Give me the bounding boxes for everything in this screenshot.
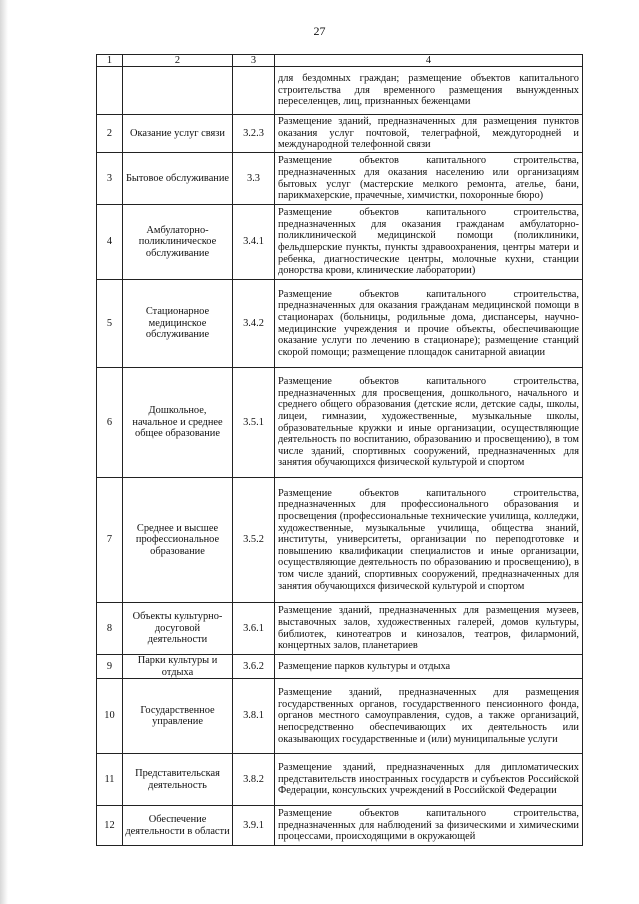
use-type-description: Размещение объектов капитального строительства, предназначенных для просвещения, дошкольного, начального и среднего общего образования (детские ясли, детские сады, школы, лицеи, гимназии, художественные, музыкальные школы, образовательные кружки и иные организации, осуществляющие деятельность по воспитанию, образованию и просвещению), в том числе зданий, спортивных сооружений, предназначенных для занятия обучающихся физической культурой и спортом (275, 368, 583, 478)
use-type-code: 3.5.2 (233, 478, 275, 603)
table-row (97, 115, 583, 153)
use-type-code: 3.5.1 (233, 368, 275, 478)
table-row (97, 679, 583, 754)
use-type-code: 3.9.1 (233, 806, 275, 846)
page-number: 27 (313, 24, 326, 38)
row-number: 9 (97, 655, 123, 679)
table-row (97, 806, 583, 846)
use-type-code: 3.6.1 (233, 603, 275, 655)
use-type-description: Размещение зданий, предназначенных для размещения государственных органов, государственного пенсионного фонда, органов местного самоуправления, судов, а также организаций, непосредственно обеспечивающих их деятельность или оказывающих государственные и (или) муниципальные услуги (275, 679, 583, 754)
table-row (97, 280, 583, 368)
table-row (97, 603, 583, 655)
use-type-name: Обеспечение деятельности в области (123, 806, 233, 846)
use-type-name: Среднее и высшее профессиональное образование (123, 478, 233, 603)
use-type-name (123, 67, 233, 115)
use-type-name: Амбулаторно-поликлиническое обслуживание (123, 205, 233, 280)
use-type-code: 3.4.2 (233, 280, 275, 368)
row-number: 12 (97, 806, 123, 846)
use-type-description: Размещение объектов капитального строительства, предназначенных для оказания гражданам амбулаторно-поликлинической медицинской помощи (поликлиники, фельдшерские пункты, пункты здравоохранения, центры матери и ребенка, диагностические центры, молочные кухни, станции донорства крови, клинические лаборатории) (275, 205, 583, 280)
table-row (97, 368, 583, 478)
row-number: 2 (97, 115, 123, 153)
row-number: 10 (97, 679, 123, 754)
use-type-name: Государственное управление (123, 679, 233, 754)
use-type-name: Бытовое обслуживание (123, 153, 233, 205)
use-type-code: 3.6.2 (233, 655, 275, 679)
header-col-3: 3 (233, 55, 275, 67)
use-type-name: Оказание услуг связи (123, 115, 233, 153)
use-type-code: 3.8.2 (233, 754, 275, 806)
use-type-name: Объекты культурно-досуговой деятельности (123, 603, 233, 655)
use-type-description: Размещение зданий, предназначенных для дипломатических представительств иностранных государств и субъектов Российской Федерации, консульских учреждений в Российской Федерации (275, 754, 583, 806)
use-type-code (233, 67, 275, 115)
use-type-name: Стационарное медицинское обслуживание (123, 280, 233, 368)
use-type-name: Дошкольное, начальное и среднее общее образование (123, 368, 233, 478)
use-type-code: 3.2.3 (233, 115, 275, 153)
use-type-name: Представительская деятельность (123, 754, 233, 806)
row-number: 5 (97, 280, 123, 368)
row-number: 8 (97, 603, 123, 655)
table-row (97, 754, 583, 806)
row-number: 4 (97, 205, 123, 280)
row-number: 7 (97, 478, 123, 603)
use-type-description: Размещение объектов капитального строительства, предназначенных для оказания гражданам медицинской помощи в стационарах (больницы, родильные дома, диспансеры, научно-медицинские учреждения и прочие объекты, обеспечивающие оказание услуги по лечению в стационаре); размещение станций скорой помощи; размещение площадок санитарной авиации (275, 280, 583, 368)
land-use-table (96, 54, 583, 846)
table-row (97, 153, 583, 205)
table-row (97, 67, 583, 115)
use-type-description: Размещение объектов капитального строительства, предназначенных для оказания населению или организациям бытовых услуг (мастерские мелкого ремонта, ателье, бани, парикмахерские, прачечные, химчистки, похоронные бюро) (275, 153, 583, 205)
row-number: 11 (97, 754, 123, 806)
use-type-description: Размещение зданий, предназначенных для размещения музеев, выставочных залов, художественных галерей, домов культуры, библиотек, кинотеатров и кинозалов, театров, филармоний, концертных залов, планетариев (275, 603, 583, 655)
row-number: 6 (97, 368, 123, 478)
scan-edge-shadow (0, 0, 8, 904)
header-col-2: 2 (123, 55, 233, 67)
row-number (97, 67, 123, 115)
header-col-4: 4 (275, 55, 583, 67)
use-type-code: 3.8.1 (233, 679, 275, 754)
use-type-description: Размещение зданий, предназначенных для размещения пунктов оказания услуг почтовой, телеграфной, междугородней и международной телефонной связи (275, 115, 583, 153)
table-row (97, 655, 583, 679)
use-type-description: Размещение объектов капитального строительства, предназначенных для профессионального образования и просвещения (профессиональные технические училища, колледжи, художественные, музыкальные училища, общества знаний, институты, университеты, организации по переподготовке и повышению квалификации специалистов и иные организации, осуществляющие деятельность по образованию и просвещению), в том числе зданий, спортивных сооружений, предназначенных для занятия обучающихся физической культурой и спортом (275, 478, 583, 603)
table-row (97, 205, 583, 280)
use-type-name: Парки культуры и отдыха (123, 655, 233, 679)
use-type-code: 3.4.1 (233, 205, 275, 280)
header-col-1: 1 (97, 55, 123, 67)
row-number: 3 (97, 153, 123, 205)
table-header-row (97, 55, 583, 67)
use-type-description: Размещение парков культуры и отдыха (275, 655, 583, 679)
use-type-code: 3.3 (233, 153, 275, 205)
use-type-description: для бездомных граждан; размещение объектов капитального строительства для временного размещения вынужденных переселенцев, лиц, признанных беженцами (275, 67, 583, 115)
use-type-description: Размещение объектов капитального строительства, предназначенных для наблюдений за физическими и химическими процессами, происходящими в окружающей (275, 806, 583, 846)
table-row (97, 478, 583, 603)
